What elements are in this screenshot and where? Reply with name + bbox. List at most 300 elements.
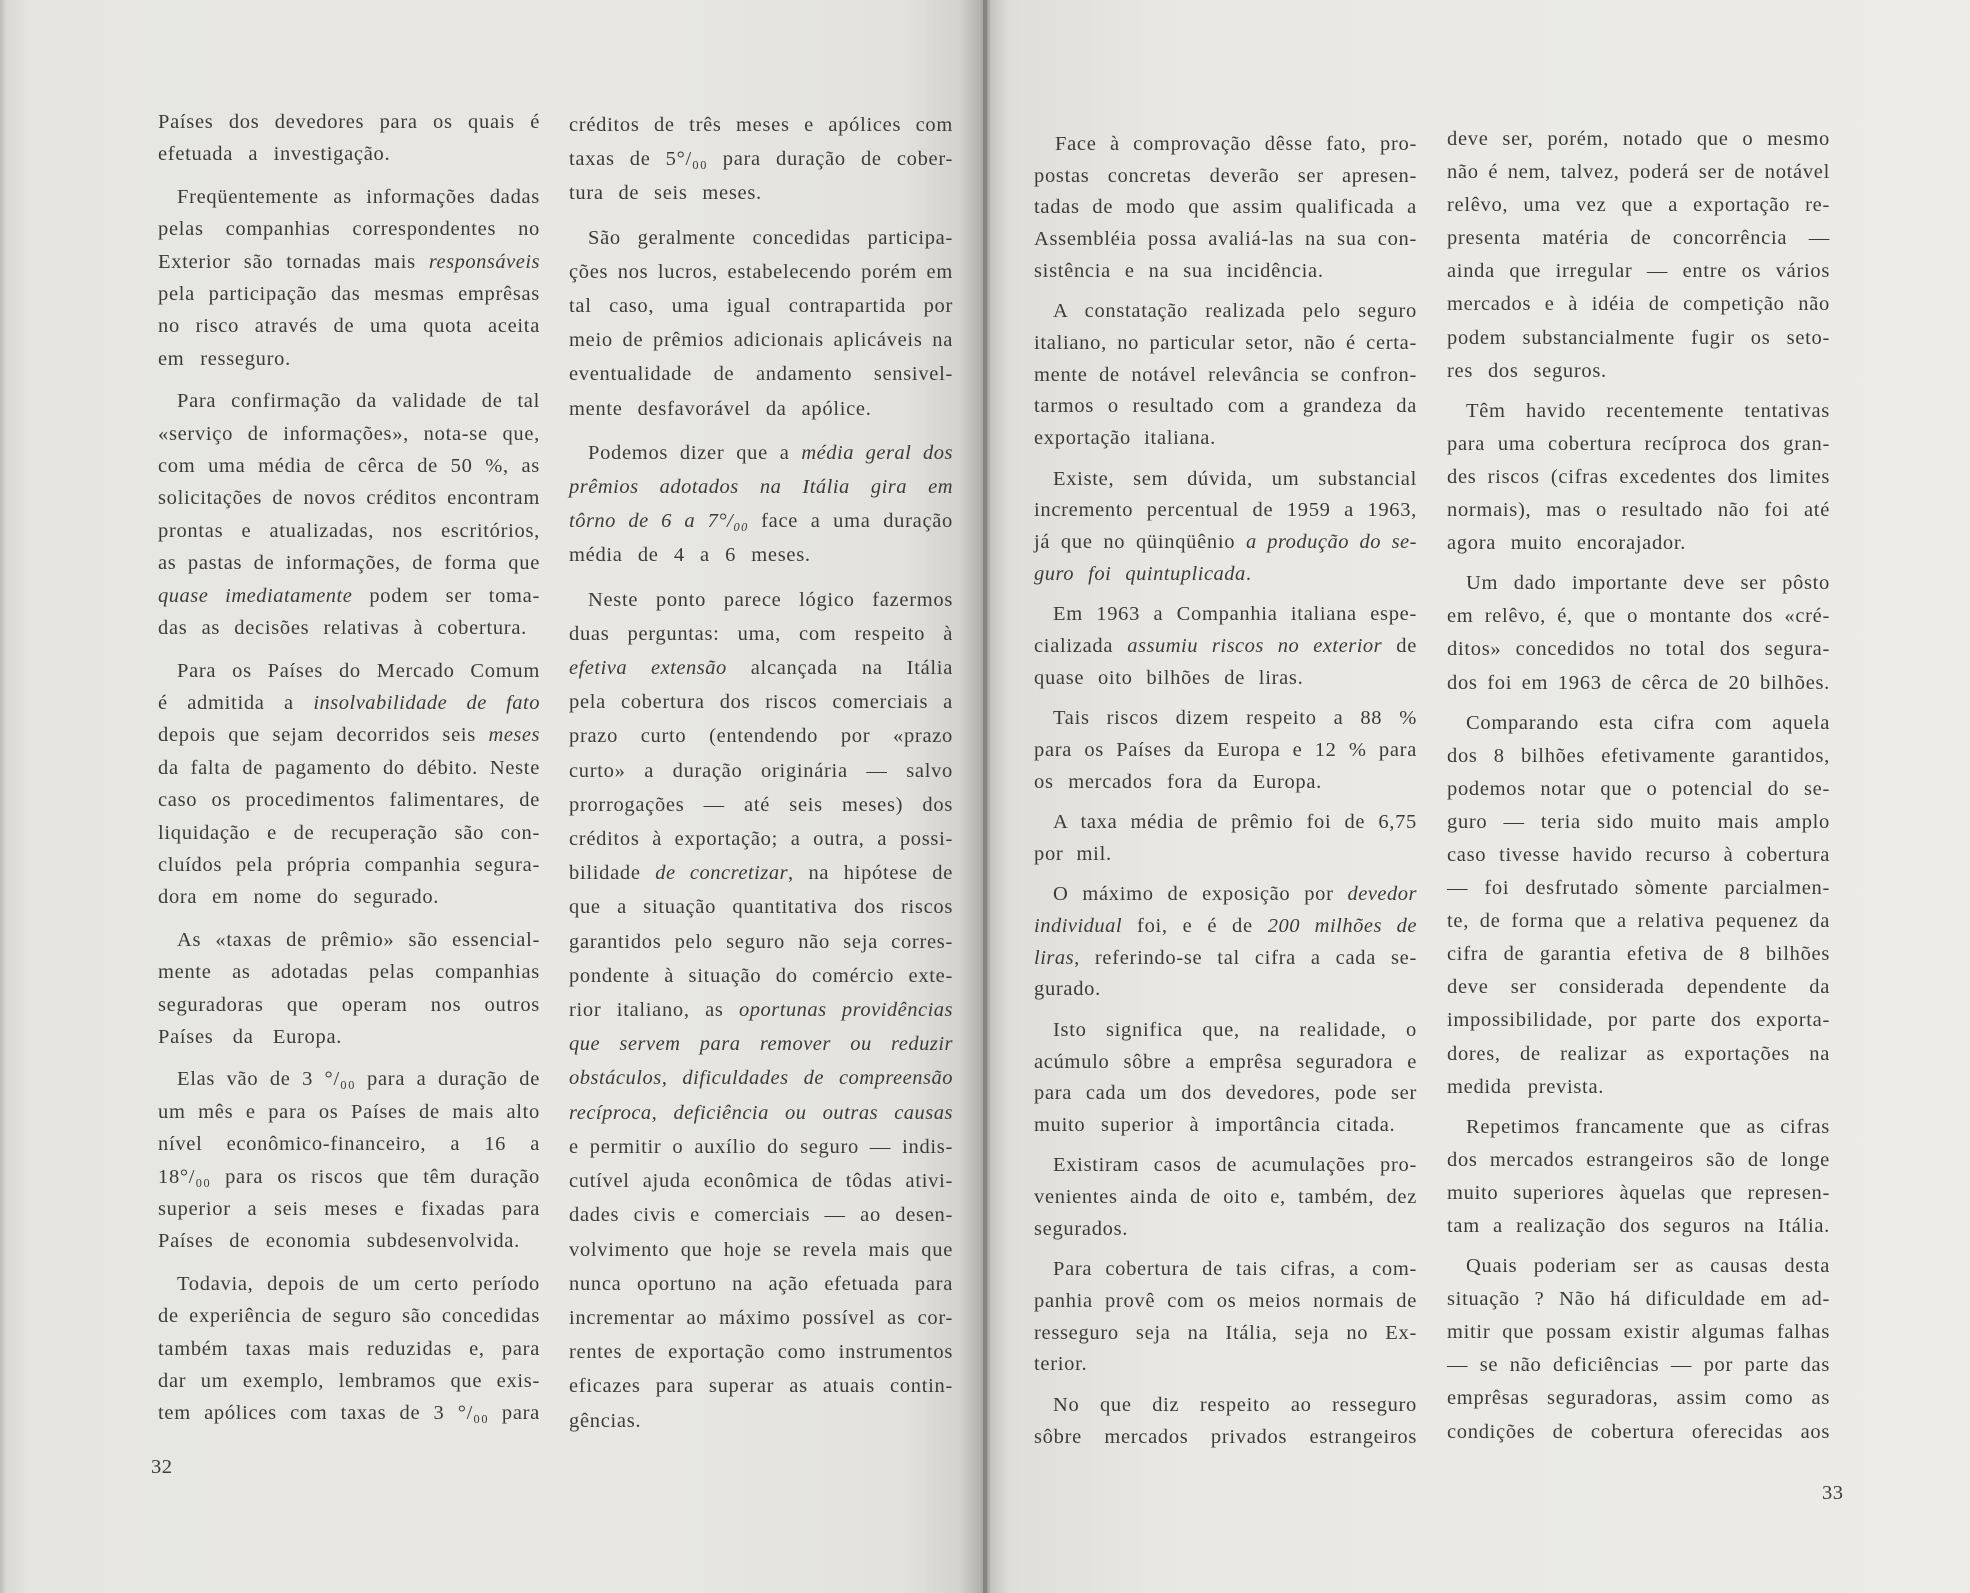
text-line [1034, 807, 1417, 839]
line-text: pela participação das mesmas emprêsas [158, 283, 540, 306]
text-line [1447, 255, 1830, 288]
text-line [1447, 1349, 1830, 1382]
line-text: dores, de realizar as exportações na [1447, 1042, 1830, 1065]
text-line [1034, 911, 1417, 943]
text-line [1034, 1110, 1417, 1142]
text-line [1034, 296, 1417, 328]
text-line [1447, 1250, 1830, 1283]
line-text [158, 692, 540, 714]
text-line [158, 1096, 540, 1128]
text-line [158, 181, 540, 213]
text-line [158, 385, 540, 417]
italic-text: insolvabilidade de fato [313, 691, 540, 714]
italic-text: responsáveis [428, 250, 540, 273]
line-text: presenta matéria de concorrência — [1447, 227, 1830, 250]
text-line [1447, 222, 1830, 255]
text-run: alcançada na Itália [726, 657, 953, 680]
text-line [1034, 1078, 1417, 1110]
line-text: créditos de três meses e apólices com [569, 114, 953, 136]
line-text: gurado. [1034, 978, 1101, 1001]
paragraph [1034, 807, 1417, 870]
italic-text: devedor [1347, 883, 1417, 906]
text-line [158, 343, 540, 375]
line-text [1034, 563, 1252, 585]
text-run: O máximo de exposição por [1053, 883, 1348, 906]
text-line [569, 1335, 953, 1369]
text-line [1034, 767, 1417, 799]
line-text: taxas de 5°/₀₀ para duração de cober- [569, 148, 953, 171]
text-line [1447, 773, 1830, 806]
line-text [1034, 947, 1417, 969]
italic-text: oportunas providências [739, 999, 953, 1022]
text-run: já que no qüinqüênio [1034, 531, 1246, 554]
line-text: eficazes para superar as atuais contin- [569, 1375, 953, 1398]
text-run: Podemos dizer que a [588, 441, 802, 464]
page-32-left-column [158, 106, 540, 1430]
line-text: prazo curto (entendendo por «prazo [569, 725, 953, 748]
paragraph [1447, 123, 1830, 388]
line-text: Têm havido recentemente tentativas [1466, 399, 1830, 422]
text-line [158, 547, 540, 579]
text-line [569, 1130, 953, 1164]
paragraph [1034, 1254, 1417, 1381]
line-text: mitir que possam existir algumas falhas [1447, 1321, 1830, 1344]
text-line [1034, 943, 1417, 975]
text-line [569, 925, 953, 959]
line-text: A constatação realizada pelo seguro [1053, 300, 1417, 323]
text-run: face a uma duração [748, 510, 953, 533]
line-text: terior. [1034, 1353, 1088, 1376]
line-text: Em 1963 a Companhia italiana espe- [1053, 603, 1417, 626]
line-text: Um dado importante deve ser pôsto [1466, 572, 1830, 595]
italic-text: prêmios adotados na Itália gira em [569, 476, 953, 499]
line-text: caso tivesse havido recurso à cobertura [1447, 843, 1830, 866]
text-line [158, 246, 540, 278]
text-line [1034, 161, 1417, 193]
text-line [1034, 224, 1417, 256]
text-line [1034, 599, 1417, 631]
line-text: Repetimos francamente que as cifras [1466, 1115, 1830, 1138]
text-line [1447, 938, 1830, 971]
line-text [588, 442, 953, 464]
italic-text: de concretizar [655, 862, 789, 885]
text-line [1447, 740, 1830, 773]
text-line [1447, 1382, 1830, 1415]
text-line [569, 1404, 953, 1438]
line-text [569, 999, 953, 1021]
text-line [1447, 1144, 1830, 1177]
text-line [158, 1300, 540, 1332]
text-line [1447, 494, 1830, 527]
line-text: sôbre mercados privados estrangeiros [1034, 1425, 1417, 1448]
line-text: de experiência de seguro são concedidas [158, 1305, 540, 1328]
paragraph [569, 583, 953, 1438]
line-text: eventualidade de andamento sensivel- [569, 363, 953, 386]
line-text: As «taxas de prêmio» são essencial- [177, 928, 540, 951]
text-line [158, 1397, 540, 1429]
line-text: Quais poderiam ser as causas desta [1466, 1255, 1830, 1278]
text-line [569, 1301, 953, 1335]
text-line [158, 881, 540, 913]
paragraph [1034, 1150, 1417, 1245]
paragraph [1034, 1390, 1417, 1453]
text-run: rior italiano, as [569, 999, 739, 1022]
line-text [569, 862, 953, 884]
paragraph [158, 924, 540, 1054]
line-text: Tais riscos dizem respeito a 88 % [1053, 707, 1417, 730]
text-line [569, 993, 953, 1027]
line-text: sistência e na sua incidência. [1034, 259, 1324, 282]
text-line [158, 1225, 540, 1257]
text-line [158, 515, 540, 547]
text-line [1034, 735, 1417, 767]
line-text: italiano, no particular setor, não é certa- [1034, 332, 1417, 355]
line-text: segurados. [1034, 1217, 1129, 1240]
text-line [158, 1193, 540, 1225]
text-line [1034, 391, 1417, 423]
line-text: Neste ponto parece lógico fazermos [588, 588, 953, 611]
text-line [569, 538, 953, 572]
line-text: — se não deficiências — por parte das [1447, 1354, 1830, 1377]
text-line [1447, 1038, 1830, 1071]
line-text: no risco através de uma quota aceita [158, 315, 540, 338]
line-text: para os Países da Europa e 12 % para [1034, 738, 1417, 761]
line-text: por mil. [1034, 842, 1112, 865]
line-text: das as decisões relativas à cobertura. [158, 617, 527, 640]
text-run: foi, e é de [1122, 914, 1268, 937]
text-run: podem ser toma- [352, 584, 541, 607]
text-line [1034, 631, 1417, 663]
line-text: São geralmente concedidas participa- [588, 226, 953, 249]
line-text: cifra de garantia efetiva de 8 bilhões [1447, 943, 1830, 966]
text-line [1447, 971, 1830, 1004]
text-line [1447, 872, 1830, 905]
page-33-left-column [1034, 129, 1417, 1453]
text-run: Exterior são tornadas mais [158, 250, 429, 273]
line-text: liquidação e de recuperação são con- [158, 821, 540, 844]
line-text: tal caso, uma igual contrapartida por [569, 295, 953, 318]
text-line [1034, 1318, 1417, 1350]
paragraph [1034, 464, 1417, 591]
line-text: dos mercados estrangeiros são de longe [1447, 1148, 1830, 1171]
line-text: podemos notar que o potencial do se- [1447, 777, 1830, 800]
line-text [1053, 883, 1417, 905]
line-text [158, 724, 540, 746]
text-line [569, 323, 953, 357]
text-line [158, 817, 540, 849]
line-text: tarmos o resultado com a grandeza da [1034, 395, 1417, 418]
line-text: deve ser, porém, notado que o mesmo [1447, 128, 1830, 150]
page-number: 32 [151, 1456, 173, 1478]
text-line [1447, 322, 1830, 355]
text-run: é admitida a [158, 691, 314, 714]
paragraph [1034, 599, 1417, 694]
text-line [569, 470, 953, 504]
line-text: dora em nome do segurado. [158, 886, 440, 909]
text-line [1034, 129, 1417, 161]
line-text: postas concretas deverão ser apresen- [1034, 164, 1417, 187]
text-line [1034, 703, 1417, 735]
text-line [569, 1198, 953, 1232]
text-line [1034, 559, 1417, 591]
line-text: para cada um dos devedores, pode ser [1034, 1082, 1417, 1105]
text-run: bilidade [569, 862, 656, 885]
line-text: panhia provê com os meios normais de [1034, 1290, 1417, 1313]
line-text: garantidos pelo seguro não seja corres- [569, 930, 953, 953]
text-line [1447, 189, 1830, 222]
text-line [569, 392, 953, 426]
text-line [569, 788, 953, 822]
text-line [1447, 527, 1830, 560]
text-line [158, 213, 540, 245]
text-line [1447, 1177, 1830, 1210]
line-text: dos foi em 1963 de cêrca de 20 bilhões. [1447, 671, 1830, 694]
right-page [986, 0, 1970, 1593]
text-line [1447, 461, 1830, 494]
text-line [1034, 464, 1417, 496]
text-line [1034, 1422, 1417, 1454]
text-line [569, 1096, 953, 1130]
line-text: dar um exemplo, lembramos que exis- [158, 1370, 540, 1393]
paragraph [1034, 1015, 1417, 1142]
line-text: Para os Países do Mercado Comum [177, 659, 540, 682]
text-line [569, 890, 953, 924]
line-text [1034, 915, 1417, 937]
text-line [1034, 328, 1417, 360]
line-text: média de 4 a 6 meses. [569, 544, 811, 567]
line-text: condições de cobertura oferecidas aos [1447, 1420, 1830, 1443]
line-text: medida prevista. [1447, 1075, 1605, 1098]
line-text: Todavia, depois de um certo período [177, 1272, 540, 1295]
italic-text: assumiu riscos no exterior [1127, 634, 1383, 657]
line-text: ções nos lucros, estabelecendo porém em [569, 260, 953, 283]
line-text: não é nem, talvez, poderá ser de notável [1447, 161, 1830, 184]
line-text: Existiram casos de acumulações pro- [1053, 1154, 1417, 1177]
text-line [158, 450, 540, 482]
line-text: para uma cobertura recíproca dos gran- [1447, 432, 1830, 455]
text-line [158, 719, 540, 751]
line-text: impossibilidade, por parte dos exporta- [1447, 1009, 1830, 1032]
text-line [1034, 423, 1417, 455]
italic-text: obstáculos, dificuldades de compreensão [569, 1067, 953, 1090]
line-text [1034, 531, 1417, 553]
line-text: pelas companhias correspondentes no [158, 218, 540, 241]
line-text: também taxas mais reduzidas e, para [158, 1337, 540, 1360]
line-text: Freqüentemente as informações dadas [177, 185, 540, 208]
text-line [158, 1161, 540, 1193]
line-text: Países da Europa. [158, 1025, 343, 1048]
line-text: ainda que irregular — entre os vários [1447, 260, 1830, 283]
text-line [158, 655, 540, 687]
text-line [569, 583, 953, 617]
line-text: Países dos devedores para os quais é [158, 111, 540, 133]
text-line [158, 784, 540, 816]
text-line [1447, 1004, 1830, 1037]
line-text: nunca oportuno na ação efetuada para [569, 1272, 953, 1295]
italic-text: 200 milhões de [1267, 914, 1418, 937]
text-line [1447, 395, 1830, 428]
line-text [569, 1033, 953, 1055]
paragraph [158, 1268, 540, 1430]
text-line [1447, 1316, 1830, 1349]
line-text: quase oito bilhões de liras. [1034, 666, 1304, 689]
paragraph [1034, 703, 1417, 798]
line-text: deve ser considerada dependente da [1447, 976, 1830, 999]
line-text: «serviço de informações», nota-se que, [158, 422, 540, 445]
line-text: créditos à exportação; a outra, a possi- [569, 828, 953, 851]
line-text: e permitir o auxílio do seguro — indis- [569, 1135, 953, 1158]
text-line [158, 612, 540, 644]
text-line [158, 1333, 540, 1365]
line-text: volvimento que hoje se revela mais que [569, 1238, 953, 1261]
line-text: muito superior à importância citada. [1034, 1113, 1396, 1136]
line-text: tadas de modo que assim qualificada a [1034, 196, 1417, 219]
text-run: cializada [1034, 634, 1128, 657]
text-line [1447, 633, 1830, 666]
text-line [569, 1267, 953, 1301]
line-text: cluídos pela própria companhia segura- [158, 853, 540, 876]
text-line [569, 357, 953, 391]
line-text: acúmulo sôbre a emprêsa seguradora e [1034, 1050, 1417, 1073]
text-line [1447, 806, 1830, 839]
text-line [158, 310, 540, 342]
line-text: com uma média de cêrca de 50 %, as [158, 455, 540, 478]
page-32-right-column [569, 108, 953, 1438]
text-line [569, 436, 953, 470]
text-line [569, 1027, 953, 1061]
text-line [1034, 663, 1417, 695]
text-line [569, 685, 953, 719]
line-text [158, 585, 540, 607]
text-line [158, 482, 540, 514]
text-line [1447, 1210, 1830, 1243]
text-line [1447, 1416, 1830, 1449]
text-line [1447, 707, 1830, 740]
text-line [1447, 839, 1830, 872]
text-line [1447, 123, 1830, 156]
text-line [158, 956, 540, 988]
text-line [158, 1128, 540, 1160]
text-line [569, 719, 953, 753]
text-line [1034, 839, 1417, 871]
paragraph [1034, 129, 1417, 288]
line-text: em relêvo, é, que o montante dos «cré- [1447, 605, 1830, 628]
text-line [158, 106, 540, 138]
line-text: meio de prêmios adicionais aplicáveis na [569, 329, 953, 352]
text-line [569, 142, 953, 176]
text-line [158, 418, 540, 450]
text-line [158, 849, 540, 881]
line-text: caso os procedimentos falimentares, de [158, 789, 540, 812]
text-line [1034, 1015, 1417, 1047]
paragraph [158, 655, 540, 914]
line-text: venientes ainda de oito e, também, dez [1034, 1186, 1417, 1209]
paragraph [1447, 1250, 1830, 1449]
line-text: ditos» concedidos no total dos segura- [1447, 638, 1830, 661]
line-text: des riscos (cifras excedentes dos limites [1447, 465, 1830, 488]
line-text: que a situação quantitativa dos riscos [569, 896, 953, 919]
text-line [1447, 355, 1830, 388]
italic-text: tôrno de 6 a 7°/₀₀ [569, 510, 749, 533]
line-text: incremento percentual de 1959 a 1963, [1034, 499, 1417, 522]
line-text [569, 510, 953, 532]
text-line [1447, 905, 1830, 938]
line-text: pela cobertura dos riscos comerciais a [569, 691, 953, 714]
text-run: . [1245, 562, 1252, 585]
text-line [569, 1164, 953, 1198]
text-line [158, 1365, 540, 1397]
paragraph [158, 106, 540, 171]
italic-text: liras [1034, 946, 1075, 969]
text-line [158, 687, 540, 719]
line-text: resseguro seja na Itália, seja no Ex- [1034, 1321, 1417, 1344]
text-line [569, 255, 953, 289]
text-line [1034, 360, 1417, 392]
paragraph [158, 385, 540, 644]
paragraph [158, 1063, 540, 1257]
italic-text: média geral dos [801, 441, 953, 464]
text-line [1034, 879, 1417, 911]
text-run: , na hipótese de [788, 862, 953, 885]
text-line [1034, 495, 1417, 527]
line-text: tura de seis meses. [569, 182, 762, 205]
line-text: solicitações de novos créditos encontram [158, 487, 540, 510]
line-text: dades civis e comerciais — ao desen- [569, 1204, 953, 1227]
line-text: os mercados fora da Europa. [1034, 770, 1323, 793]
page-gutter [983, 0, 987, 1593]
line-text: normais), mas o resultado não foi até [1447, 499, 1830, 522]
text-line [569, 108, 953, 142]
text-line [569, 651, 953, 685]
page-number: 33 [1822, 1482, 1844, 1504]
line-text: Assembléia possa avaliá-las na sua con- [1034, 228, 1417, 251]
text-line [569, 856, 953, 890]
text-line [569, 504, 953, 538]
text-line [1034, 1214, 1417, 1246]
paragraph [569, 436, 953, 573]
italic-text: meses [488, 724, 540, 747]
line-text [569, 657, 953, 679]
line-text: prorrogações — até seis meses) dos [569, 793, 953, 816]
text-line [1447, 1071, 1830, 1104]
line-text: rentes de exportação como instrumentos [569, 1341, 953, 1364]
text-line [569, 754, 953, 788]
line-text: curto» a duração originária — salvo [569, 759, 953, 782]
text-line [1034, 1182, 1417, 1214]
italic-text: quase imediatamente [158, 584, 353, 607]
line-text: situação ? Não há dificuldade em ad- [1447, 1288, 1830, 1311]
text-line [1034, 256, 1417, 288]
line-text: muito superiores àquelas que represen- [1447, 1181, 1830, 1204]
line-text: dos 8 bilhões efetivamente garantidos, [1447, 744, 1830, 767]
text-line [569, 176, 953, 210]
line-text: Países de economia subdesenvolvida. [158, 1230, 520, 1253]
italic-text: recíproca, deficiência ou outras causas [569, 1101, 953, 1124]
line-text: Existe, sem dúvida, um substancial [1053, 467, 1417, 490]
paragraph [1447, 707, 1830, 1104]
line-text: exportação italiana. [1034, 427, 1216, 450]
paragraph [1034, 296, 1417, 455]
line-text: da falta de pagamento do débito. Neste [158, 756, 540, 779]
line-text [569, 476, 953, 498]
line-text: mente as adotadas pelas companhias [158, 961, 540, 984]
text-line [158, 752, 540, 784]
paragraph [1447, 1111, 1830, 1243]
text-line [569, 1061, 953, 1095]
text-line [158, 1063, 540, 1095]
italic-text: guro foi quintuplicada [1034, 562, 1246, 585]
italic-text: efetiva extensão [569, 657, 727, 680]
